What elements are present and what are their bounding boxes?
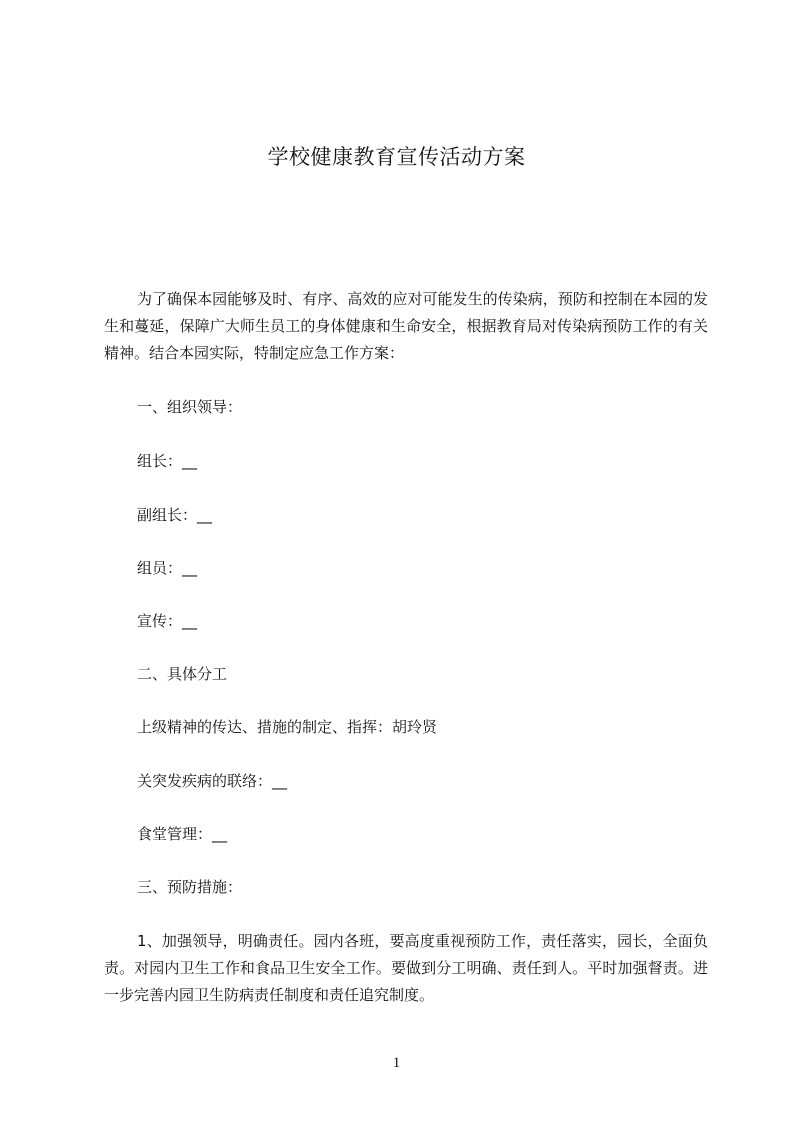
document-title: 学校健康教育宣传活动方案 <box>267 145 526 169</box>
section-heading-measures: 三、预防措施： <box>137 878 243 896</box>
duty-line: 上级精神的传达、措施的制定、指挥：胡玲贤 <box>137 718 438 736</box>
intro-paragraph: 为了确保本园能够及时、有序、高效的应对可能发生的传染病，预防和控制在本园的发生和蔓延，保障广大师生员工的身体健康和生命安全，根据教育局对传染病预防工作的有关精神。结合本园实际，特制定应急工作方案： <box>104 290 708 362</box>
section-heading-division: 二、具体分工 <box>137 665 228 683</box>
publicity-line: 宣传：__ <box>137 612 198 630</box>
duty-line: 关突发疾病的联络：__ <box>137 772 288 790</box>
deputy-leader-line: 副组长：__ <box>137 506 213 524</box>
section-heading-organization: 一、组织领导： <box>137 398 243 416</box>
page-number: 1 <box>392 1055 401 1071</box>
members-line: 组员：__ <box>137 559 198 577</box>
leader-line: 组长：__ <box>137 452 198 470</box>
duty-line: 食堂管理：__ <box>137 825 228 843</box>
measure-paragraph: 1、加强领导，明确责任。园内各班，要高度重视预防工作，责任落实，园长，全面负责。对园内卫生工作和食品卫生安全工作。要做到分工明确、责任到人。平时加强督责。进一步完善内园卫生防病责任制度和责任追究制度。 <box>104 932 708 1004</box>
